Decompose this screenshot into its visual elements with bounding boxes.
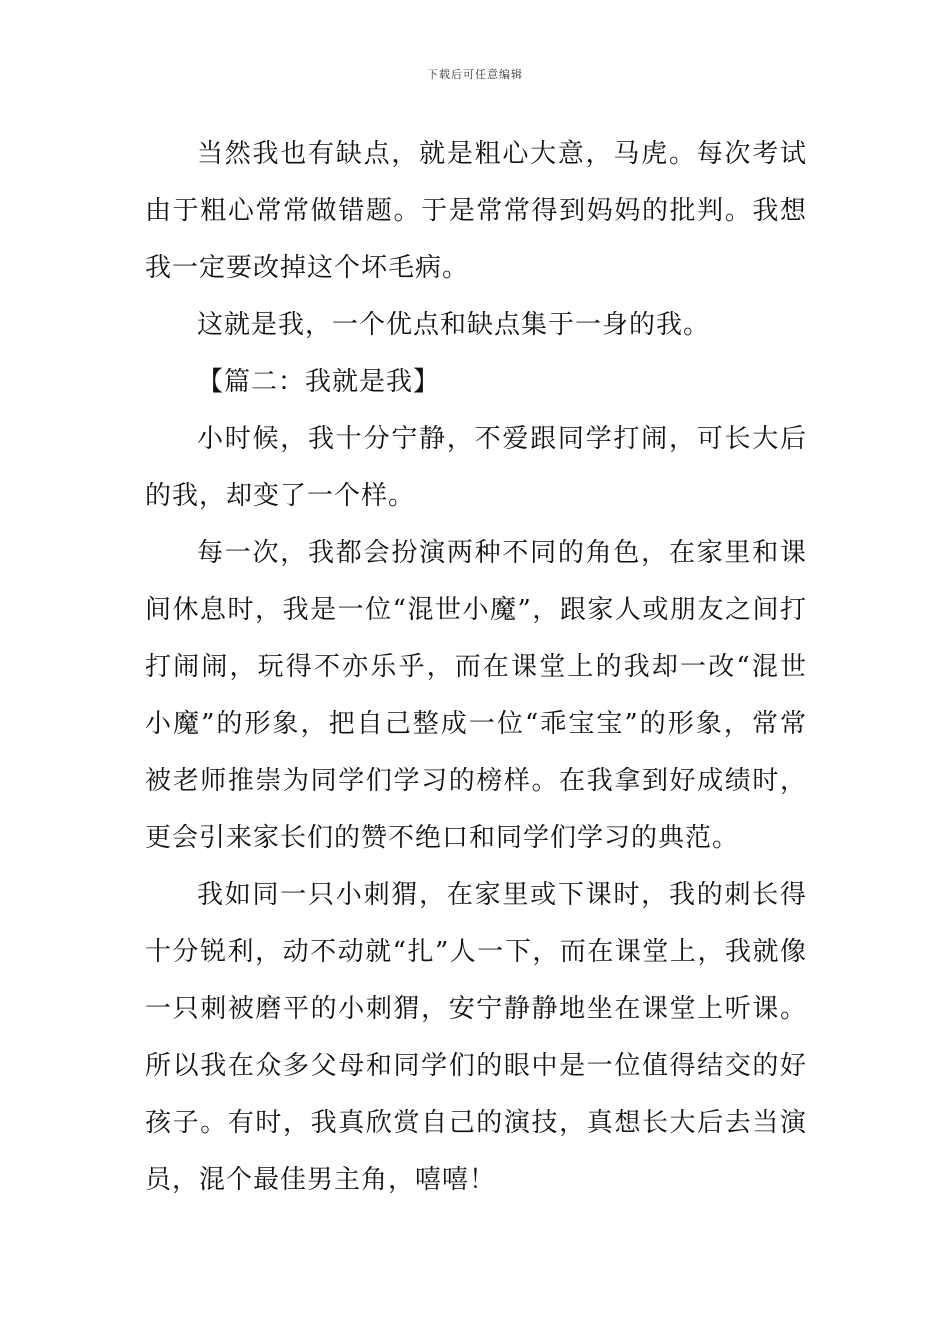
paragraph-shortcomings: 当然我也有缺点，就是粗心大意，马虎。每次考试由于粗心常常做错题。于是常常得到妈妈的批判。我想我一定要改掉这个坏毛病。 <box>145 139 807 283</box>
paragraph-childhood: 小时候，我十分宁静，不爱跟同学打闹，可长大后的我，却变了一个样。 <box>145 424 807 511</box>
paragraph-hedgehog: 我如同一只小刺猬，在家里或下课时，我的刺长得十分锐利，动不动就“扎”人一下，而在课堂上，我就像一只刺被磨平的小刺猬，安宁静静地坐在课堂上听课。所以我在众多父母和同学们的眼中是一位值得结交的好孩子。有时，我真欣赏自己的演技，真想长大后去当演员，混个最佳男主角，嘻嘻！ <box>145 880 807 1195</box>
paragraph-summary: 这就是我，一个优点和缺点集于一身的我。 <box>197 310 711 340</box>
page-header: 下载后可任意编辑 <box>427 68 523 81</box>
section-heading: 【篇二：我就是我】 <box>197 367 441 397</box>
document-body <box>145 126 807 1209</box>
paragraph-two-roles: 每一次，我都会扮演两种不同的角色，在家里和课间休息时，我是一位“混世小魔”，跟家人或朋友之间打打闹闹，玩得不亦乐乎，而在课堂上的我却一改“混世小魔”的形象，把自己整成一位“乖宝宝”的形象，常常被老师推崇为同学们学习的榜样。在我拿到好成绩时，更会引来家长们的赞不绝口和同学们学习的典范。 <box>145 538 807 853</box>
